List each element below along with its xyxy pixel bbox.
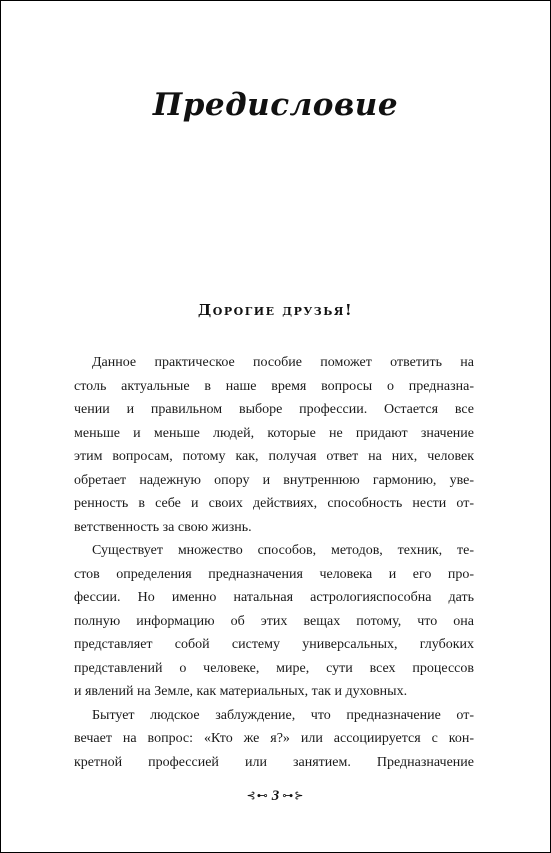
text-line: Бытует людское заблуждение, что предназначение от-: [92, 707, 474, 723]
text-line: Существует множество способов, методов, техник, те-: [92, 543, 474, 558]
text-line: представлений о человеке, мире, сути всех процессов: [74, 660, 474, 676]
paragraph: [74, 704, 474, 775]
text-line: и явлений на Земле, как материальных, так и духовных.: [74, 684, 408, 699]
paragraph: [74, 539, 474, 704]
text-line: ренность в себе и своих действиях, способность нести от-: [74, 496, 474, 511]
chapter-title: Предисловие: [152, 87, 399, 123]
text-line: чении и правильном выборе профессии. Остается все: [74, 402, 474, 417]
text-line: меньше и меньше людей, которые не придают значение: [74, 425, 474, 441]
text-line: обретает надежную опору и внутреннюю гармонию, уве-: [74, 472, 474, 488]
page-number: 3: [271, 788, 280, 804]
ornament-right-icon: ⊶⊱: [282, 790, 305, 802]
page-number-footer: [1, 788, 550, 805]
body-text: [74, 351, 474, 774]
text-line: ветственность за свою жизнь.: [74, 519, 252, 535]
text-line: представляет собой систему универсальных, глубоких: [74, 637, 474, 652]
text-line: фессии. Но именно натальная астрологияспособна дать: [74, 590, 474, 605]
text-line: этим вопросам, потому как, получая ответ на них, человек: [74, 449, 474, 464]
text-line: столь актуальные в наше время вопросы о предназна-: [74, 378, 474, 394]
text-line: полную информацию об этих вещах потому, что она: [74, 613, 474, 629]
text-line: Данное практическое пособие поможет ответить на: [92, 355, 474, 370]
text-line: вечает на вопрос: «Кто же я?» или ассоциируется с кон-: [74, 731, 474, 746]
text-line: кретной профессией или занятием. Предназначение: [74, 754, 474, 770]
ornament-left-icon: ⊰⊷: [246, 790, 269, 802]
paragraph: [74, 351, 474, 539]
greeting-heading: Дорогие друзья!: [197, 301, 354, 319]
text-line: стов определения предназначения человека и его про-: [74, 566, 474, 582]
